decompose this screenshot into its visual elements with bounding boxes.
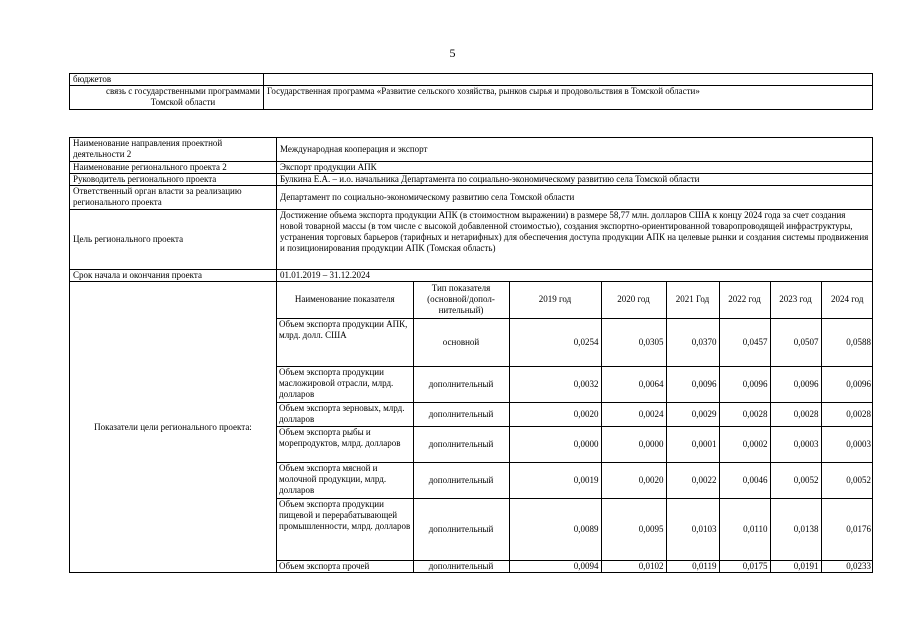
- value-2023: 0,0191: [770, 560, 821, 572]
- project-name-value: Экспорт продукции АПК: [277, 162, 873, 174]
- value-2021: 0,0001: [666, 426, 719, 462]
- value-2023: 0,0052: [770, 462, 821, 498]
- header-year-2023: 2023 год: [770, 282, 821, 318]
- indicator-type: дополнительный: [413, 426, 509, 462]
- header-indicator-name: Наименование показателя: [277, 282, 413, 318]
- value-2023: 0,0138: [770, 498, 821, 560]
- indicator-type: дополнительный: [413, 560, 509, 572]
- table-row: [277, 402, 873, 426]
- value-2021: 0,0029: [666, 402, 719, 426]
- indicator-name: Объем экспорта мясной и молочной продукции, млрд. долларов: [277, 462, 413, 498]
- budget-programs-table: [69, 73, 873, 110]
- goal-value: Достижение объема экспорта продукции АПК (в стоимостном выражении) в размере 58,77 млн. долларов США к концу 2024 года за счет создания новой товарной массы (в том числе с высокой добавленной стоимостью), создания экспортно-ориентированной товаропроводящей инфраструктуры, устранения торговых барьеров (тарифных и нетарифных) для обеспечения доступа продукции АПК на целевые рынки и создания системы продвижения и позиционирования продукции АПК (Томская область): [277, 210, 873, 270]
- indicator-name: Объем экспорта рыбы и морепродуктов, млрд. долларов: [277, 426, 413, 462]
- row-value-programs-link: Государственная программа «Развитие сельского хозяйства, рынков сырья и продовольствия в Томской области»: [264, 86, 873, 110]
- value-2022: 0,0457: [719, 318, 770, 366]
- table-row: [70, 282, 873, 573]
- table-row: [277, 560, 873, 572]
- header-year-2020: 2020 год: [601, 282, 666, 318]
- table-row: [70, 186, 873, 210]
- value-2020: 0,0305: [601, 318, 666, 366]
- value-2021: 0,0370: [666, 318, 719, 366]
- header-year-2019: 2019 год: [509, 282, 601, 318]
- value-2022: 0,0028: [719, 402, 770, 426]
- indicators-cell: [277, 282, 873, 573]
- value-2022: 0,0110: [719, 498, 770, 560]
- table-row: [70, 270, 873, 282]
- period-value: 01.01.2019 – 31.12.2024: [277, 270, 873, 282]
- value-2021: 0,0096: [666, 366, 719, 402]
- value-2019: 0,0254: [509, 318, 601, 366]
- header-indicator-type: Тип показателя (основной/допол-нительный): [413, 282, 509, 318]
- table-row: [277, 318, 873, 366]
- value-2019: 0,0094: [509, 560, 601, 572]
- table-row: [70, 174, 873, 186]
- value-2019: 0,0019: [509, 462, 601, 498]
- value-2019: 0,0020: [509, 402, 601, 426]
- value-2022: 0,0046: [719, 462, 770, 498]
- page-number: 5: [449, 46, 456, 60]
- header-year-2021: 2021 Год: [666, 282, 719, 318]
- authority-value: Департамент по социально-экономическому развитию села Томской области: [277, 186, 873, 210]
- value-2022: 0,0175: [719, 560, 770, 572]
- value-2020: 0,0000: [601, 426, 666, 462]
- row-label-budgets: бюджетов: [70, 74, 264, 86]
- value-2024: 0,0052: [821, 462, 873, 498]
- value-2023: 0,0028: [770, 402, 821, 426]
- header-year-2022: 2022 год: [719, 282, 770, 318]
- indicator-type: основной: [413, 318, 509, 366]
- value-2024: 0,0176: [821, 498, 873, 560]
- project-name-label: Наименование регионального проекта 2: [70, 162, 277, 174]
- value-2024: 0,0096: [821, 366, 873, 402]
- value-2022: 0,0002: [719, 426, 770, 462]
- indicator-type: дополнительный: [413, 402, 509, 426]
- value-2020: 0,0095: [601, 498, 666, 560]
- manager-label: Руководитель регионального проекта: [70, 174, 277, 186]
- indicators-label: Показатели цели регионального проекта:: [70, 282, 277, 573]
- value-2021: 0,0103: [666, 498, 719, 560]
- value-2022: 0,0096: [719, 366, 770, 402]
- value-2020: 0,0020: [601, 462, 666, 498]
- table-row: [70, 210, 873, 270]
- period-label: Срок начала и окончания проекта: [70, 270, 277, 282]
- value-2021: 0,0022: [666, 462, 719, 498]
- regional-project-table: [69, 137, 873, 573]
- table-row: [70, 86, 873, 110]
- value-2020: 0,0024: [601, 402, 666, 426]
- indicator-type: дополнительный: [413, 462, 509, 498]
- indicators-table: [277, 282, 873, 572]
- value-2020: 0,0064: [601, 366, 666, 402]
- table-row: [277, 498, 873, 560]
- authority-label: Ответственный орган власти за реализацию регионального проекта: [70, 186, 277, 210]
- header-year-2024: 2024 год: [821, 282, 873, 318]
- value-2024: 0,0233: [821, 560, 873, 572]
- indicator-name: Объем экспорта продукции пищевой и перерабатывающей промышленности, млрд. долларов: [277, 498, 413, 560]
- value-2019: 0,0000: [509, 426, 601, 462]
- table-row: [277, 366, 873, 402]
- value-2023: 0,0003: [770, 426, 821, 462]
- indicator-name: Объем экспорта зерновых, млрд. долларов: [277, 402, 413, 426]
- table-row: [70, 74, 873, 86]
- table-row: [70, 138, 873, 162]
- value-2023: 0,0096: [770, 366, 821, 402]
- value-2019: 0,0089: [509, 498, 601, 560]
- table-row: [277, 426, 873, 462]
- value-2024: 0,0588: [821, 318, 873, 366]
- row-value-budgets: [264, 74, 873, 86]
- direction-label: Наименование направления проектной деятельности 2: [70, 138, 277, 162]
- value-2024: 0,0028: [821, 402, 873, 426]
- indicator-name: Объем экспорта прочей: [277, 560, 413, 572]
- indicators-header-row: [277, 282, 873, 318]
- value-2024: 0,0003: [821, 426, 873, 462]
- direction-value: Международная кооперация и экспорт: [277, 138, 873, 162]
- indicator-type: дополнительный: [413, 366, 509, 402]
- row-label-programs-link: связь с государственными программами Томской области: [70, 86, 264, 110]
- value-2020: 0,0102: [601, 560, 666, 572]
- goal-label: Цель регионального проекта: [70, 210, 277, 270]
- value-2021: 0,0119: [666, 560, 719, 572]
- indicator-name: Объем экспорта продукции масложировой отрасли, млрд. долларов: [277, 366, 413, 402]
- indicator-name: Объем экспорта продукции АПК, млрд. долл. США: [277, 318, 413, 366]
- table-row: [277, 462, 873, 498]
- table-row: [70, 162, 873, 174]
- value-2019: 0,0032: [509, 366, 601, 402]
- indicator-type: дополнительный: [413, 498, 509, 560]
- value-2023: 0,0507: [770, 318, 821, 366]
- manager-value: Булкина Е.А. – и.о. начальника Департамента по социально-экономическому развитию села Томской области: [277, 174, 873, 186]
